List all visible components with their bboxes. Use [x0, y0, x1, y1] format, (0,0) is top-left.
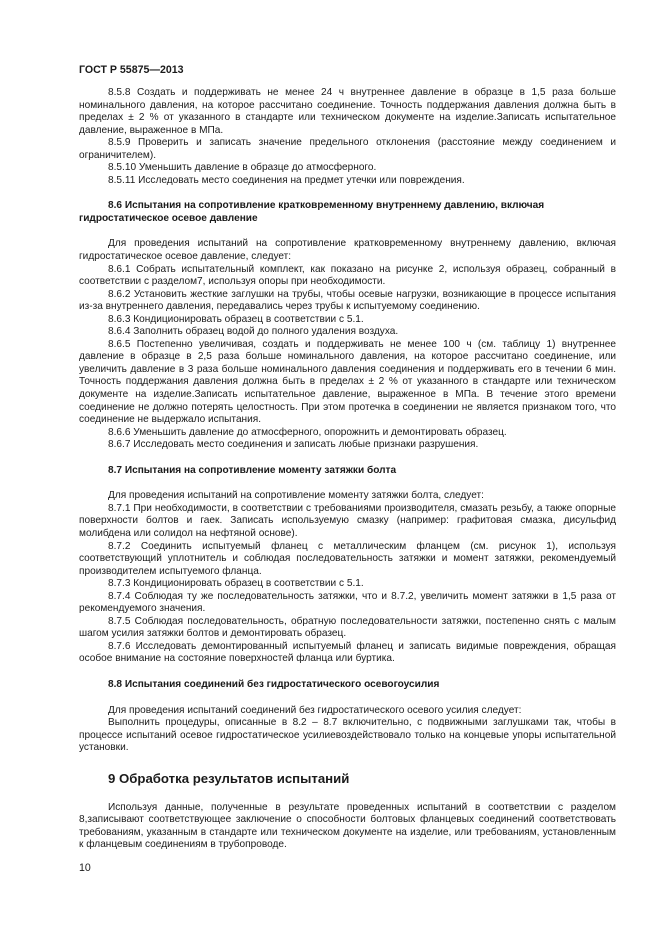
clause-8-6-7: 8.6.7 Исследовать место соединения и записать любые признаки разрушения. [108, 439, 479, 451]
heading-8-6: 8.6 Испытания на сопротивление кратковременному внутреннему давлению, включая гидростатическое осевое давление [79, 200, 545, 224]
section-8-6-intro: Для проведения испытаний на сопротивление кратковременному внутреннему давлению, включая гидростатическое осевое давление, следует: [79, 238, 616, 263]
section-9-body: Используя данные, полученные в результате проведенных испытаний в соответствии с разделом 8,записывают соответствующее заключение о способности болтовых фланцевых соединений соответствовать требованиям, указанным в стандарте или техническом документе на изделие, или требованиям, установленным к фланцевым соединениям в трубопроводе. [79, 801, 616, 851]
clause-8-7-5: 8.7.5 Соблюдая последовательность, обратную последовательности затяжки, постепенно снять с малым шагом усилия затяжки болтов и демонтировать образец. [79, 615, 616, 640]
clause-8-7-3: 8.7.3 Кондиционировать образец в соответствии с 5.1. [108, 578, 364, 590]
page-number: 10 [79, 862, 91, 874]
document-body [79, 87, 616, 852]
clause-8-5-9: 8.5.9 Проверить и записать значение предельного отклонения (расстояние между соединением и ограничителем). [79, 137, 616, 161]
clause-8-5-10: 8.5.10 Уменьшить давление в образце до атмосферного. [108, 162, 377, 174]
clause-8-7-1: 8.7.1 При необходимости, в соответствии с требованиями производителя, смазать резьбу, а также опорные поверхности болтов и гаек. Записать используемую смазку (например: графитовая смазка, дисульфид молибдена или солидол на нефтяной основе). [79, 502, 616, 539]
clause-8-6-3: 8.6.3 Кондиционировать образец в соответствии с 5.1. [108, 313, 364, 325]
clause-8-7-6: 8.7.6 Исследовать демонтированный испытуемый фланец и записать видимые повреждения, обращая особое внимание на состояние поверхностей фланца или буртика. [79, 640, 616, 665]
section-8-7-intro: Для проведения испытаний на сопротивление моменту затяжки болта, следует: [108, 490, 484, 502]
heading-8-7: 8.7 Испытания на сопротивление моменту затяжки болта [108, 464, 397, 476]
clause-8-6-6: 8.6.6 Уменьшить давление до атмосферного, опорожнить и демонтировать образец. [108, 426, 507, 438]
clause-8-7-2: 8.7.2 Соединить испытуемый фланец с металлическим фланцем (см. рисунок 1), используя соответствующий уплотнитель и соблюдая последовательность затяжки и момент затяжки, рекомендуемый производителем испытуемого фланца. [79, 540, 616, 577]
heading-9: 9 Обработка результатов испытаний [108, 770, 350, 786]
clause-8-6-1: 8.6.1 Собрать испытательный комплект, как показано на рисунке 2, используя образец, собранный в соответствии с разделом7, используя опоры при необходимости. [79, 263, 616, 288]
clause-8-6-4: 8.6.4 Заполнить образец водой до полного удаления воздуха. [108, 326, 399, 338]
section-8-8-intro: Для проведения испытаний соединений без гидростатического осевого усилия следует: [108, 704, 522, 716]
document-header: ГОСТ Р 55875—2013 [79, 64, 184, 76]
clause-8-5-11: 8.5.11 Исследовать место соединения на предмет утечки или повреждения. [108, 174, 465, 186]
clause-8-6-2: 8.6.2 Установить жесткие заглушки на трубы, чтобы осевые нагрузки, возникающие в процессе испытания из-за внутреннего давления, передавались через трубы к испытуемому соединению. [79, 288, 616, 313]
clause-8-7-4: 8.7.4 Соблюдая ту же последовательность затяжки, что и 8.7.2, увеличить момент затяжки в 1,5 раза от рекомендуемого значения. [79, 590, 616, 615]
section-8-8-body: Выполнить процедуры, описанные в 8.2 – 8.7 включительно, с подвижными заглушками так, чтобы в процессе испытаний осевое гидростатическое усилиевоздействовало только на концевые упоры испытательной установки. [79, 717, 616, 754]
clause-8-5-8: 8.5.8 Создать и поддерживать не менее 24 ч внутреннее давление в образце в 1,5 раза больше номинального давления, на которое рассчитано соединение. Точность поддержания давления должна быть в пределах ± 2 % от указанного в стандарте или техническом документе на изделие.Записать испытательное давление, выраженное в МПа. [79, 87, 616, 136]
clause-8-6-5: 8.6.5 Постепенно увеличивая, создать и поддерживать не менее 100 ч (см. таблицу 1) внутреннее давление в образце в 2,5 раза больше номинального давления, на которое рассчитано соединение, или увеличить давление в 3 раза больше номинального давления соединения и поддерживать его в течении 6 мин. Точность поддержания давления должна быть в пределах ± 2 % от указанного в стандарте или техническом документе на изделие.Записать испытательное давление, выраженное в МПа. В течение этого времени соединение не должно потерять целостность. При этом протечка в соединении не является признаком того, что соединение не выдержало испытания. [79, 338, 616, 426]
heading-8-8: 8.8 Испытания соединений без гидростатического осевогоусилия [108, 678, 440, 690]
